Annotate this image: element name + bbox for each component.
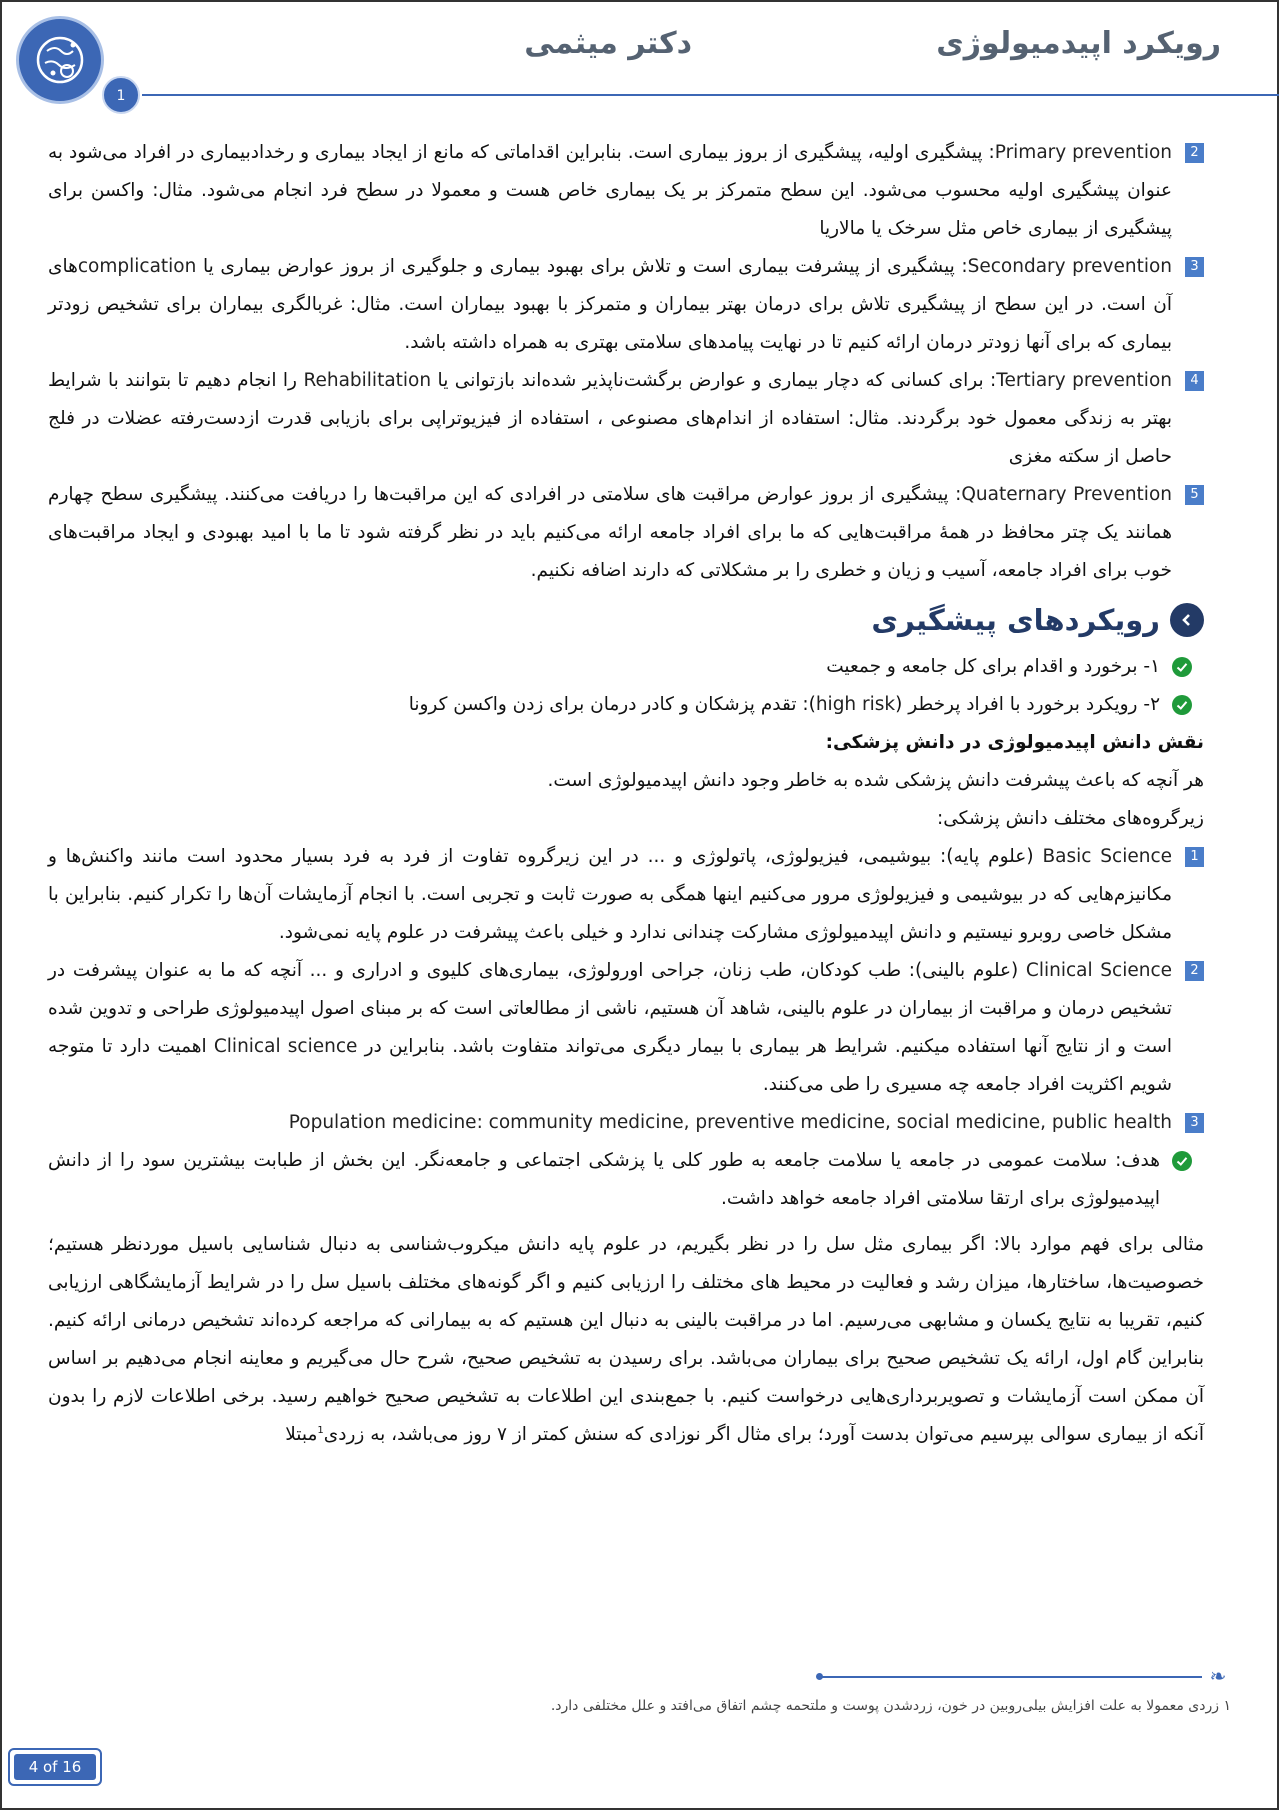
list-item-text: (علوم بالینی): طب کودکان، طب زنان، جراحی اورولوژی، بیماری‌های کلیوی و ادراری و ... آنچه که ما به عنوان پیشرفت در تشخیص درمان و مراقبت از بیماران در علوم بالینی، شاهد آن هستیم، ناشی از مطالعاتی است که بر مبنای اصول اپیدمیولوژی طراحی و تدوین شده است و از نتایج آنها استفاده میکنیم. شرایط هر بیماری با بیمار دیگری می‌تواند متفاوت باشد. بنابراین در: [48, 960, 1173, 1057]
list-item-primary-prevention: [48, 134, 1204, 248]
page-title: رویکرد اپیدمیولوژی: [936, 26, 1221, 61]
chapter-badge: 1: [102, 76, 140, 114]
subgroups-title: زیرگروه‌های مختلف دانش پزشکی:: [937, 808, 1204, 829]
approach-item-2: [48, 686, 1204, 724]
check-circle-icon: [1172, 657, 1192, 677]
footnote-marker[interactable]: 1: [317, 1424, 324, 1436]
list-item-text-cont: های آن است. در این سطح از پیشگیری تلاش برای درمان بهتر بیماران و متمرکز با بهبود بیماران است. مثال: غربالگری بیماران برای تشخیص زودتر بیماری که برای آنها زودتر درمان ارائه کنیم تا در نهایت پیامدهای سلامتی بهتری به همراه داشته باشد.: [48, 256, 1172, 353]
check-circle-icon: [1172, 695, 1192, 715]
page-count-badge: [8, 1748, 102, 1786]
number-badge: 2: [1185, 143, 1204, 163]
term-quaternary-prevention: Quaternary Prevention: [961, 484, 1172, 505]
list-item-text: : پیشگیری اولیه، پیشگیری از بروز بیماری است. بنابراین اقداماتی که مانع از ایجاد بیماری و رخدادبیماری در افراد می‌شود به عنوان پیشگیری اولیه محسوب می‌شود. این سطح متمرکز بر یک بیماری خاص هست و معمولا در سطح فرد انجام می‌شود. مثال: واکسن برای پیشگیری از بیماری خاص مثل سرخک یا مالاریا: [48, 142, 1172, 239]
header-divider: [142, 94, 1279, 96]
term-high-risk: high risk: [815, 694, 896, 715]
list-item-text: : برای کسانی که دچار بیماری و عوارض برگشت‌ناپذیر شده‌اند بازتوانی یا: [431, 370, 997, 391]
approach-text: ۱- برخورد و اقدام برای کل جامعه و جمعیت: [826, 656, 1160, 677]
swirl-icon: ❧: [1209, 1664, 1227, 1688]
check-circle-icon: [1172, 1151, 1192, 1171]
example-text: مثالی برای فهم موارد بالا: اگر بیماری مثل سل را در نظر بگیریم، در علوم پایه دانش میکروب‌شناسی به دنبال شناسایی باسیل موردنظر هستیم؛ خصوصیت‌ها، ساختارها، میزان رشد و فعالیت در محیط های مختلف را ارزیابی کنیم و اگر گونه‌های مختلف باسیل سل را در شرایط آزمایشگاهی ارزیابی کنیم، تقریبا به نتایج یکسان و مشابهی می‌رسیم. اما در مراقبت بالینی به دنبال این هستیم که به بیمارانی که مراجعه کرده‌اند تشخیص درمانی ارائه کنیم. بنابراین گام اول، ارائه یک تشخیص صحیح برای بیماران می‌باشد. برای رسیدن به تشخیص صحیح، شرح حال می‌گیریم و معاینه انجام می‌دهیم بر اساس آن ممکن است آزمایشات و تصویربرداری‌هایی درخواست کنیم. با جمع‌بندی این اطلاعات به تشخیص صحیح خواهیم رسید. برخی اطلاعات لازم را بدون آنکه از بیماری سوالی بپرسیم می‌توان بدست آورد؛ برای مثال اگر نوزادی که سنش کمتر از ۷ روز می‌باشد، به زردی: [48, 1234, 1204, 1445]
example-paragraph: [48, 1226, 1204, 1454]
term-tertiary-prevention: Tertiary prevention: [996, 370, 1172, 391]
list-item-clinical-science: [48, 952, 1204, 1104]
page-header: [2, 2, 1277, 112]
term-primary-prevention: Primary prevention: [994, 142, 1172, 163]
goal-item: [48, 1142, 1204, 1218]
list-item-tertiary-prevention: [48, 362, 1204, 476]
list-item-secondary-prevention: [48, 248, 1204, 362]
list-item-basic-science: [48, 838, 1204, 952]
term-secondary-prevention: Secondary prevention: [967, 256, 1173, 277]
main-content: [48, 134, 1204, 1454]
approach-text: ۲- رویکرد برخورد با افراد پرخطر (: [895, 694, 1160, 715]
footnote: ۱ زردی معمولا به علت افزایش بیلی‌روبین در خون، زردشدن پوست و ملتحمه چشم اتفاق می‌افتد و علل مختلفی دارد.: [550, 1698, 1231, 1714]
term-basic-science: Basic Science: [1042, 846, 1173, 867]
number-badge: 2: [1185, 961, 1204, 981]
example-tail: مبتلا: [285, 1424, 318, 1445]
section-heading: [48, 598, 1204, 642]
list-item-text: : community medicine, preventive medicine, social medicine, public health: [476, 1112, 1172, 1133]
chevron-left-icon: [1170, 603, 1204, 637]
number-badge: 5: [1185, 485, 1204, 505]
role-text: هر آنچه که باعث پیشرفت دانش پزشکی شده به خاطر وجود دانش اپیدمیولوژی است.: [547, 770, 1204, 791]
list-item-text: : پیشگیری از بروز عوارض مراقبت های سلامتی در افرادی که این مراقبت‌ها را دریافت می‌کنند. پیشگیری سطح چهارم همانند یک چتر محافظ در همۀ مراقبت‌هایی که ما برای افراد جامعه ارائه می‌کنیم باید در نظر گرفته شود تا ما با امید بهبودی و ایجاد مراقبت‌های خوب برای افراد جامعه، آسیب و زیان و خطری را بر مشکلاتی که دارند اضافه نکنیم.: [48, 484, 1172, 581]
term-rehabilitation: Rehabilitation: [303, 370, 432, 391]
term-population-medicine: Population medicine: [288, 1112, 477, 1133]
number-badge: 4: [1185, 371, 1204, 391]
number-badge: 3: [1185, 1113, 1204, 1133]
list-item-text-cont: اهمیت دارد تا متوجه شویم اکثریت افراد جامعه چه مسیری را طی می‌کنند.: [48, 1036, 1172, 1095]
role-title: نقش دانش اپیدمیولوژی در دانش پزشکی:: [825, 732, 1204, 753]
page-count-text: 4 of 16: [14, 1754, 96, 1780]
number-badge: 1: [1185, 847, 1204, 867]
list-item-quaternary-prevention: [48, 476, 1204, 590]
term-complication: complication: [77, 256, 197, 277]
list-item-text: (علوم پایه): بیوشیمی، فیزیولوژی، پاتولوژی و ... در این زیرگروه تفاوت از فرد به فرد بسیار محدود است مانند واکنش‌ها و مکانیزم‌هایی که در بیوشیمی و فیزیولوژی مرور می‌کنیم اینها همگی به صورت ثابت و تجربی است. با انجام آزمایشات آن‌ها را تکرار کنیم. بنابراین با مشکل خاصی روبرو نیستیم و دانش اپیدمیولوژی مشارکت چندانی ندارد و خیلی باعث پیشرفت در علوم پایه نمی‌شود.: [48, 846, 1172, 943]
term-clinical-science: Clinical Science: [1025, 960, 1172, 981]
section-heading-text: رویکردهای پیشگیری: [871, 603, 1160, 637]
footnote-divider: [820, 1676, 1202, 1678]
list-item-text: : پیشگیری از پیشرفت بیماری است و تلاش برای بهبود بیماری و جلوگیری از بروز عوارض بیماری یا: [196, 256, 968, 277]
number-badge: 3: [1185, 257, 1204, 277]
term-clinical-science-2: Clinical science: [213, 1036, 358, 1057]
virus-globe-icon: [16, 16, 104, 104]
approach-item-1: [48, 648, 1204, 686]
author-name: دکتر میثمی: [524, 26, 692, 61]
approach-text-cont: ): تقدم پزشکان و کادر درمان برای زدن واکسن کرونا: [408, 694, 816, 715]
goal-text: هدف: سلامت عمومی در جامعه یا سلامت جامعه به طور کلی یا پزشکی اجتماعی و جامعه‌نگر. این بخش از طبابت بیشترین سود را از دانش اپیدمیولوژی برای ارتقا سلامتی افراد جامعه خواهد داشت.: [48, 1150, 1160, 1209]
list-item-text-cont: را انجام دهیم تا بتوانند با شرایط بهتر به زندگی معمول خود برگردند. مثال: استفاده از اندام‌های مصنوعی ، استفاده از فیزیوتراپی برای بازیابی قدرت ازدست‌رفته عضلات در فلج حاصل از سکته مغزی: [48, 370, 1172, 467]
list-item-population-medicine: [48, 1104, 1204, 1142]
